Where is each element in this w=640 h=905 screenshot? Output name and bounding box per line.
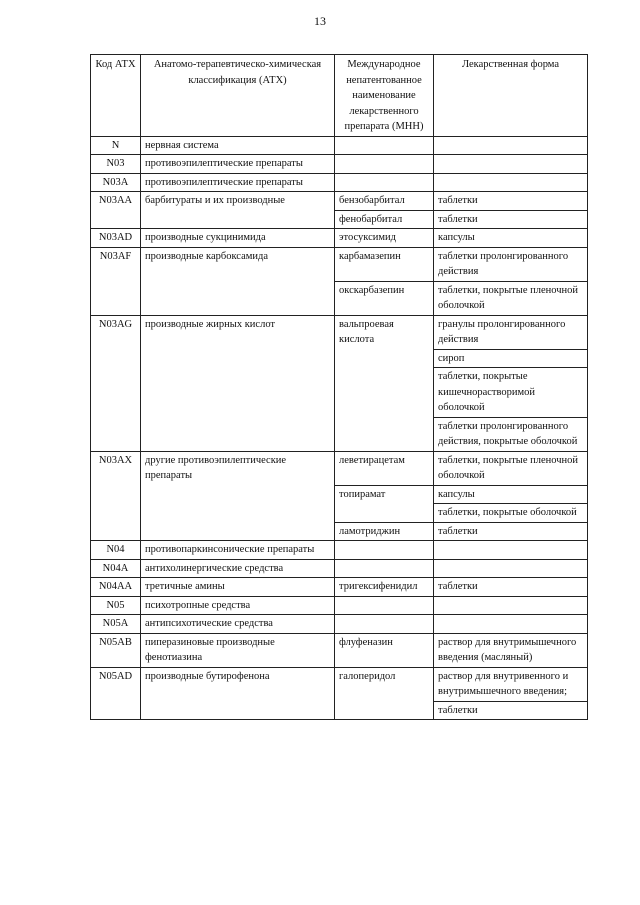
form-cell: раствор для внутривенного и внутримышечного введения; [434, 667, 588, 701]
table-row [91, 451, 588, 485]
form-cell [434, 596, 588, 615]
form-cell [434, 155, 588, 174]
classification-cell: пиперазиновые производные фенотиазина [141, 633, 335, 667]
form-cell: раствор для внутримышечного введения (масляный) [434, 633, 588, 667]
form-cell: гранулы пролонгированного действия [434, 315, 588, 349]
classification-cell: психотропные средства [141, 596, 335, 615]
atx-code-cell: N03AF [91, 247, 141, 315]
form-cell: капсулы [434, 229, 588, 248]
classification-cell: производные карбоксамида [141, 247, 335, 315]
header-inn: Международное непатентованное наименование лекарственного препарата (МНН) [335, 55, 434, 137]
inn-cell: фенобарбитал [335, 210, 434, 229]
table-row [91, 247, 588, 281]
atx-code-cell: N05 [91, 596, 141, 615]
form-cell: таблетки, покрытые кишечнорастворимой оболочкой [434, 368, 588, 418]
inn-cell [335, 155, 434, 174]
inn-cell: бензобарбитал [335, 192, 434, 211]
form-cell: капсулы [434, 485, 588, 504]
atx-table [90, 54, 588, 720]
table-row [91, 315, 588, 349]
form-cell: таблетки [434, 578, 588, 597]
inn-cell: галоперидол [335, 667, 434, 720]
inn-cell [335, 615, 434, 634]
form-cell: таблетки, покрытые пленочной оболочкой [434, 451, 588, 485]
atx-code-cell: N04A [91, 559, 141, 578]
classification-cell: антихолинергические средства [141, 559, 335, 578]
table-header [91, 55, 588, 137]
header-code: Код АТХ [91, 55, 141, 137]
form-cell: таблетки [434, 210, 588, 229]
atx-code-cell: N05A [91, 615, 141, 634]
form-cell [434, 559, 588, 578]
atx-code-cell: N04AA [91, 578, 141, 597]
header-form: Лекарственная форма [434, 55, 588, 137]
classification-cell: другие противоэпилептические препараты [141, 451, 335, 541]
header-row [91, 55, 588, 137]
table-row [91, 229, 588, 248]
atx-code-cell: N05AB [91, 633, 141, 667]
table-row [91, 596, 588, 615]
inn-cell [335, 559, 434, 578]
atx-code-cell: N03AA [91, 192, 141, 229]
form-cell [434, 541, 588, 560]
table-row [91, 192, 588, 211]
atx-code-cell: N05AD [91, 667, 141, 720]
inn-cell [335, 541, 434, 560]
inn-cell: вальпроевая кислота [335, 315, 434, 451]
classification-cell: противопаркинсонические препараты [141, 541, 335, 560]
table-row [91, 615, 588, 634]
atx-code-cell: N04 [91, 541, 141, 560]
classification-cell: противоэпилептические препараты [141, 173, 335, 192]
inn-cell: карбамазепин [335, 247, 434, 281]
inn-cell [335, 136, 434, 155]
table-body [91, 136, 588, 720]
form-cell: таблетки, покрытые пленочной оболочкой [434, 281, 588, 315]
form-cell: таблетки, покрытые оболочкой [434, 504, 588, 523]
inn-cell: топирамат [335, 485, 434, 522]
classification-cell: барбитураты и их производные [141, 192, 335, 229]
table-row [91, 667, 588, 701]
form-cell: таблетки [434, 522, 588, 541]
classification-cell: производные бутирофенона [141, 667, 335, 720]
atx-code-cell: N03AG [91, 315, 141, 451]
page-number: 13 [314, 14, 326, 28]
inn-cell: этосуксимид [335, 229, 434, 248]
inn-cell [335, 596, 434, 615]
form-cell [434, 173, 588, 192]
classification-cell: производные сукцинимида [141, 229, 335, 248]
inn-cell: тригексифенидил [335, 578, 434, 597]
atx-code-cell: N03 [91, 155, 141, 174]
table-row [91, 559, 588, 578]
classification-cell: противоэпилептические препараты [141, 155, 335, 174]
inn-cell: леветирацетам [335, 451, 434, 485]
form-cell [434, 615, 588, 634]
form-cell: таблетки пролонгированного действия [434, 247, 588, 281]
table-row [91, 173, 588, 192]
table-row [91, 578, 588, 597]
inn-cell: ламотриджин [335, 522, 434, 541]
table-row [91, 136, 588, 155]
header-classification: Анатомо-терапевтическо-химическая классификация (АТХ) [141, 55, 335, 137]
atx-code-cell: N03A [91, 173, 141, 192]
table-row [91, 633, 588, 667]
classification-cell: производные жирных кислот [141, 315, 335, 451]
classification-cell: третичные амины [141, 578, 335, 597]
form-cell: таблетки пролонгированного действия, покрытые оболочкой [434, 417, 588, 451]
inn-cell: окскарбазепин [335, 281, 434, 315]
form-cell: таблетки [434, 701, 588, 720]
classification-cell: нервная система [141, 136, 335, 155]
atx-code-cell: N [91, 136, 141, 155]
atx-code-cell: N03AD [91, 229, 141, 248]
table-row [91, 155, 588, 174]
form-cell [434, 136, 588, 155]
table-row [91, 541, 588, 560]
form-cell: таблетки [434, 192, 588, 211]
atx-code-cell: N03AX [91, 451, 141, 541]
inn-cell: флуфеназин [335, 633, 434, 667]
classification-cell: антипсихотические средства [141, 615, 335, 634]
form-cell: сироп [434, 349, 588, 368]
inn-cell [335, 173, 434, 192]
